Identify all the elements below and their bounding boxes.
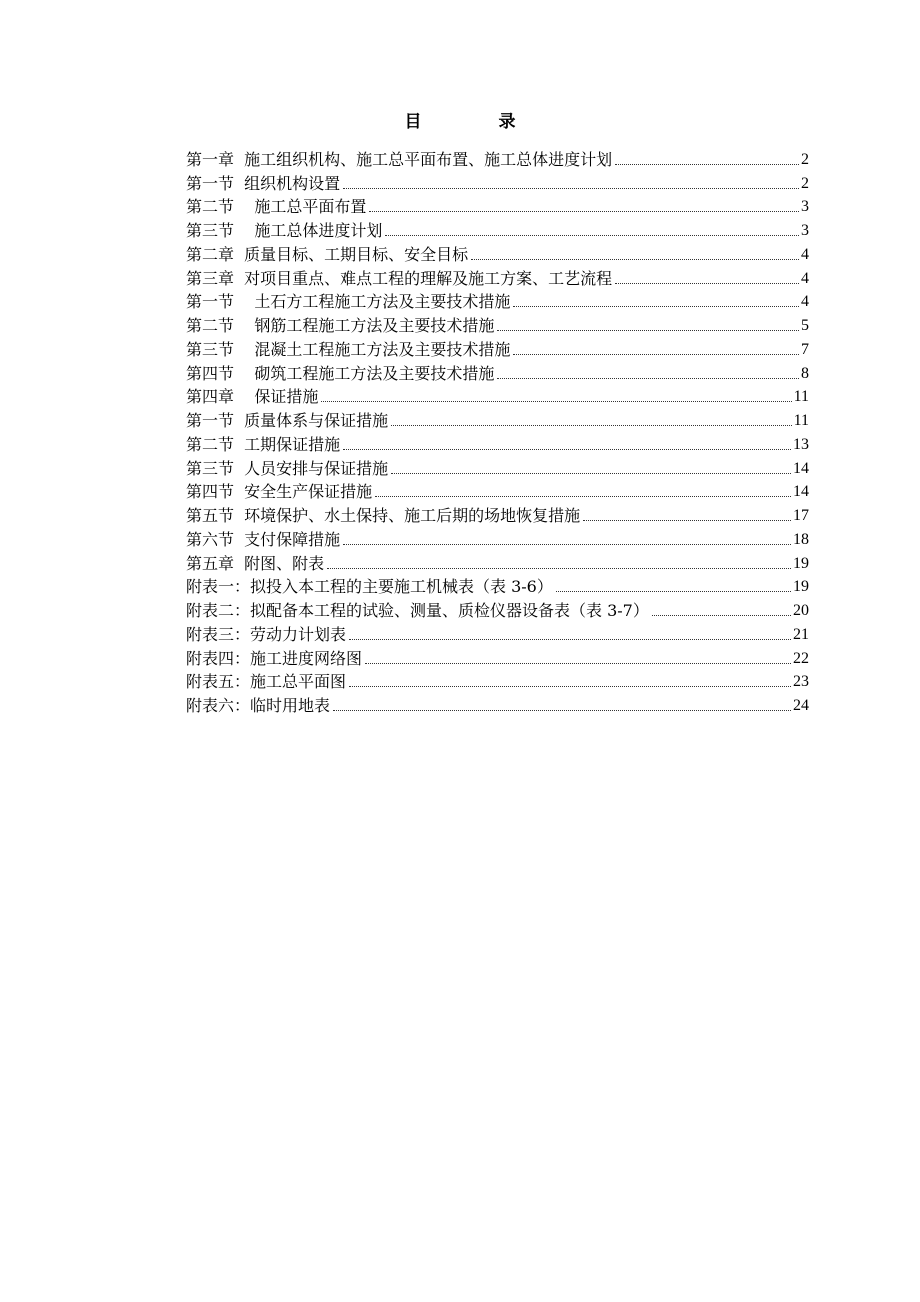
dot-leader <box>375 496 791 497</box>
dot-leader <box>349 639 791 640</box>
toc-entry-label: 第四章 保证措施 <box>186 387 319 407</box>
toc-entry[interactable] <box>186 550 809 574</box>
toc-entry-label: 第三节 人员安排与保证措施 <box>186 458 389 478</box>
toc-entry-page-number: 4 <box>801 245 809 263</box>
toc-entry-label: 第一节 质量体系与保证措施 <box>186 411 389 430</box>
toc-entry-page-number: 14 <box>793 459 809 477</box>
dot-leader <box>327 568 791 569</box>
dot-leader <box>497 330 799 331</box>
dot-leader <box>321 401 791 402</box>
dot-leader <box>615 164 799 165</box>
toc-entry[interactable] <box>186 217 809 241</box>
toc-entry-page-number: 20 <box>793 602 809 619</box>
toc-entry-page-number: 4 <box>801 269 809 287</box>
toc-entry-label: 附表四：施工进度网络图 <box>186 648 363 668</box>
toc-entry-label: 附表五：施工总平面图 <box>186 672 347 692</box>
toc-entry-label: 第六节 支付保障措施 <box>186 529 341 549</box>
toc-entry-label: 第二节 施工总平面布置 <box>186 197 367 217</box>
toc-entry-label: 附表一：拟投入本工程的主要施工机械表（表 3-6） <box>186 577 553 597</box>
dot-leader <box>369 211 799 212</box>
toc-entry[interactable] <box>186 526 809 550</box>
toc-entry[interactable] <box>186 669 809 693</box>
toc-entry[interactable] <box>186 645 809 669</box>
toc-entry-page-number: 2 <box>801 150 809 168</box>
toc-entry-label: 第二节 工期保证措施 <box>186 434 341 454</box>
toc-entry-page-number: 11 <box>793 412 809 429</box>
toc-entry-label: 第二节 钢筋工程施工方法及主要技术措施 <box>186 316 495 335</box>
toc-entry[interactable] <box>186 597 809 621</box>
toc-entry-page-number: 11 <box>793 388 809 406</box>
table-of-contents <box>186 146 809 716</box>
dot-leader <box>343 449 791 450</box>
toc-entry[interactable] <box>186 455 809 479</box>
dot-leader <box>513 354 799 355</box>
toc-entry[interactable] <box>186 574 809 598</box>
toc-entry-page-number: 22 <box>793 649 809 667</box>
toc-entry-label: 第一节 土石方工程施工方法及主要技术措施 <box>186 292 511 312</box>
toc-entry[interactable] <box>186 407 809 431</box>
dot-leader <box>513 306 799 307</box>
toc-entry-page-number: 17 <box>793 507 809 524</box>
toc-entry-page-number: 3 <box>801 222 809 239</box>
toc-entry[interactable] <box>186 336 809 360</box>
toc-entry-page-number: 4 <box>801 293 809 311</box>
dot-leader <box>343 188 799 189</box>
toc-entry-page-number: 8 <box>801 364 809 382</box>
toc-entry[interactable] <box>186 146 809 170</box>
toc-entry-label: 第四节 安全生产保证措施 <box>186 482 373 502</box>
toc-entry[interactable] <box>186 621 809 645</box>
toc-entry[interactable] <box>186 194 809 218</box>
toc-entry-label: 第五节 环境保护、水土保持、施工后期的场地恢复措施 <box>186 506 581 525</box>
toc-entry[interactable] <box>186 289 809 313</box>
dot-leader <box>615 283 799 284</box>
toc-entry-page-number: 13 <box>793 435 809 453</box>
toc-entry-label: 第三节 施工总体进度计划 <box>186 221 383 240</box>
toc-entry-label: 第三章 对项目重点、难点工程的理解及施工方案、工艺流程 <box>186 268 613 288</box>
toc-entry[interactable] <box>186 312 809 336</box>
dot-leader <box>385 235 799 236</box>
dot-leader <box>652 615 791 616</box>
dot-leader <box>391 425 791 426</box>
toc-entry-label: 第二章 质量目标、工期目标、安全目标 <box>186 244 469 264</box>
toc-entry-page-number: 23 <box>793 673 809 691</box>
toc-entry-page-number: 14 <box>793 483 809 501</box>
toc-entry-label: 第四节 砌筑工程施工方法及主要技术措施 <box>186 363 495 383</box>
toc-entry-page-number: 3 <box>801 198 809 216</box>
toc-entry-label: 第一章 施工组织机构、施工总平面布置、施工总体进度计划 <box>186 149 613 169</box>
toc-entry[interactable] <box>186 360 809 384</box>
toc-entry-page-number: 5 <box>801 317 809 334</box>
toc-entry-page-number: 19 <box>793 554 809 572</box>
toc-entry-page-number: 24 <box>793 697 809 714</box>
toc-entry-page-number: 7 <box>801 340 809 358</box>
toc-entry-page-number: 2 <box>801 174 809 192</box>
toc-entry-label: 附表二：拟配备本工程的试验、测量、质检仪器设备表（表 3-7） <box>186 601 649 620</box>
toc-entry[interactable] <box>186 431 809 455</box>
toc-entry-page-number: 19 <box>793 578 809 596</box>
toc-entry[interactable] <box>186 502 809 526</box>
toc-entry-label: 第三节 混凝土工程施工方法及主要技术措施 <box>186 339 511 359</box>
toc-entry-label: 第一节 组织机构设置 <box>186 173 341 193</box>
dot-leader <box>391 473 791 474</box>
toc-entry[interactable] <box>186 479 809 503</box>
toc-entry-label: 第五章 附图、附表 <box>186 553 325 573</box>
dot-leader <box>497 378 799 379</box>
dot-leader <box>583 520 791 521</box>
dot-leader <box>471 259 799 260</box>
dot-leader <box>343 544 791 545</box>
toc-title: 目 录 <box>404 112 546 132</box>
dot-leader <box>556 591 791 592</box>
toc-entry[interactable] <box>186 265 809 289</box>
toc-entry-page-number: 21 <box>793 625 809 643</box>
dot-leader <box>333 710 791 711</box>
dot-leader <box>365 663 791 664</box>
toc-entry[interactable] <box>186 170 809 194</box>
toc-entry-label: 附表六：临时用地表 <box>186 696 331 715</box>
toc-entry[interactable] <box>186 241 809 265</box>
toc-entry-page-number: 18 <box>793 530 809 548</box>
toc-entry[interactable] <box>186 384 809 408</box>
dot-leader <box>349 686 791 687</box>
toc-entry-label: 附表三：劳动力计划表 <box>186 624 347 644</box>
toc-entry[interactable] <box>186 692 809 716</box>
